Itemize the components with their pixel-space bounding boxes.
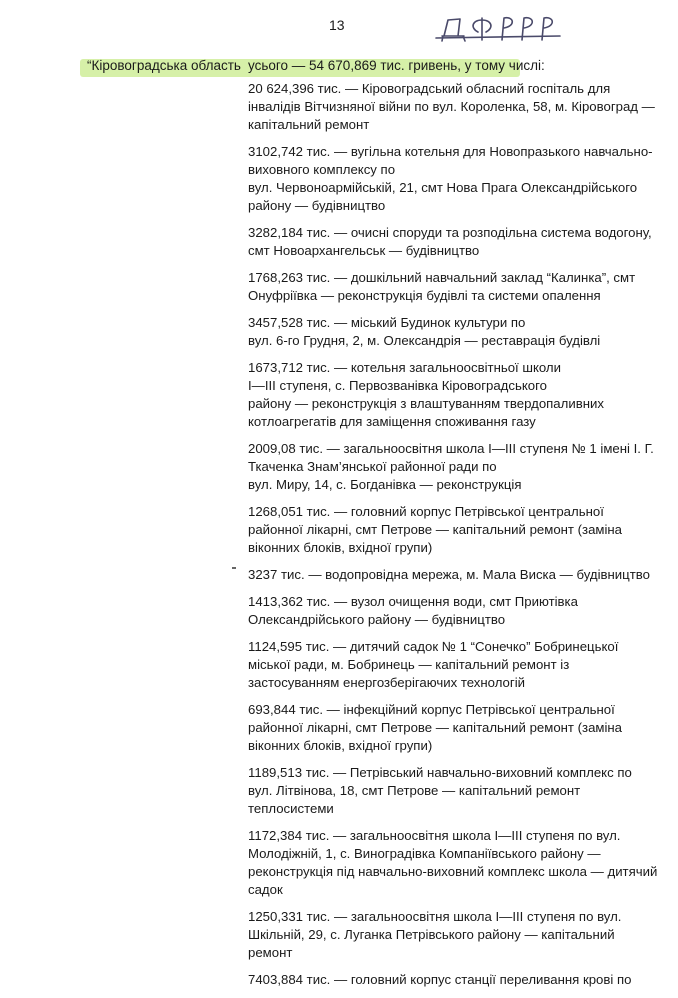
allocation-entry: [248, 224, 652, 260]
allocation-entry: [248, 269, 636, 305]
entry-line: 7403,884 тис. — головний корпус станції переливання крові по: [248, 972, 632, 987]
entry-line: садок: [248, 882, 283, 897]
entry-line: 1250,331 тис. — загальноосвітня школа I—III ступеня по вул.: [248, 909, 622, 924]
entry-line: котлоагрегатів для заміщення споживання газу: [248, 414, 536, 429]
allocation-entry: [248, 638, 628, 692]
entry-line: інвалідів Вітчизняної війни по вул. Короленка, 58, м. Кіровоград —: [248, 99, 655, 114]
entry-line: районної лікарні, смт Петрове — капітальний ремонт (заміна: [248, 522, 623, 537]
entry-line: Шкільній, 29, с. Луганка Петрівського району — капітальний: [248, 927, 615, 942]
entry-line: 3102,742 тис. — вугільна котельня для Новопразького навчально-: [248, 144, 653, 159]
entry-line: 1673,712 тис. — котельня загальноосвітньої школи: [248, 360, 561, 375]
page-number: 13: [329, 17, 345, 33]
entry-line: реконструкція під навчально-виховний комплекс школа — дитячий: [248, 864, 658, 879]
entry-line: 1768,263 тис. — дошкільний навчальний заклад “Калинка”, смт: [248, 270, 636, 285]
entry-line: виховного комплексу по: [248, 162, 396, 177]
entry-line: вул. 6-го Грудня, 2, м. Олександрія — реставрація будівлі: [248, 333, 601, 348]
entry-line: вул. Літвінова, 18, смт Петрове — капітальний ремонт: [248, 783, 581, 798]
allocation-entry: [248, 314, 628, 350]
entry-line: вул. Миру, 14, с. Богданівка — реконструкція: [248, 477, 522, 492]
entry-line: I—III ступеня, с. Первозванівка Кіровоградського: [248, 378, 547, 393]
entry-line: Онуфріївка — реконструкція будівлі та системи опалення: [248, 288, 601, 303]
entry-line: 1268,051 тис. — головний корпус Петрівської центральної: [248, 504, 604, 519]
entry-line: смт Новоархангельськ — будівництво: [248, 243, 480, 258]
allocation-entry: [248, 908, 628, 962]
allocation-list: [248, 80, 658, 998]
entry-line: району — будівництво: [248, 198, 386, 213]
handwritten-signature: [430, 6, 570, 46]
entry-line: 3237 тис. — водопровідна мережа, м. Мала Виска — будівництво: [248, 567, 650, 582]
allocation-entry: [248, 440, 654, 494]
allocation-entry: [248, 143, 653, 215]
entry-line: вул. Червоноармійській, 21, смт Нова Прага Олександрійського: [248, 180, 638, 195]
region-name: “Кіровоградська область: [87, 58, 241, 73]
entry-line: Ткаченка Знам’янської районної ради по: [248, 459, 497, 474]
entry-line: районної лікарні, смт Петрове — капітальний ремонт (заміна: [248, 720, 623, 735]
entry-line: Олександрійського району — будівництво: [248, 612, 506, 627]
allocation-entry: [248, 80, 655, 134]
entry-line: міської ради, м. Бобринець — капітальний ремонт із: [248, 657, 570, 672]
allocation-entry: [248, 566, 650, 584]
entry-line: ремонт: [248, 945, 293, 960]
allocation-entry: [248, 593, 628, 629]
entry-line: теплосистеми: [248, 801, 334, 816]
entry-line: 3282,184 тис. — очисні споруди та розподільна система водогону,: [248, 225, 652, 240]
entry-line: 693,844 тис. — інфекційний корпус Петрівської центральної: [248, 702, 615, 717]
entry-line: застосуванням енергозберігаючих технологій: [248, 675, 525, 690]
allocation-entry: [248, 503, 628, 557]
entry-line: 1172,384 тис. — загальноосвітня школа I—III ступеня по вул.: [248, 828, 621, 843]
allocation-entry: [248, 827, 658, 899]
entry-line: 2009,08 тис. — загальноосвітня школа I—III ступеня № 1 імені І. Г.: [248, 441, 654, 456]
allocation-entry: [248, 764, 632, 818]
allocation-entry: [248, 701, 628, 755]
margin-mark: [232, 567, 236, 569]
entry-line: району — реконструкція з влаштуванням твердопаливних: [248, 396, 604, 411]
entry-line: Молодіжній, 1, с. Виноградівка Компаніївського району —: [248, 846, 601, 861]
allocation-entry: [248, 359, 628, 431]
allocation-entry: [248, 971, 632, 989]
entry-line: 20 624,396 тис. — Кіровоградський обласний госпіталь для: [248, 81, 611, 96]
entry-line: 1413,362 тис. — вузол очищення води, смт Приютівка: [248, 594, 578, 609]
entry-line: віконних блоків, вхідної групи): [248, 738, 433, 753]
entry-line: капітальний ремонт: [248, 117, 370, 132]
entry-line: віконних блоків, вхідної групи): [248, 540, 433, 555]
entry-line: 1124,595 тис. — дитячий садок № 1 “Сонечко” Бобринецької: [248, 639, 619, 654]
region-total: усього — 54 670,869 тис. гривень, у тому числі:: [248, 58, 545, 73]
entry-line: 3457,528 тис. — міський Будинок культури по: [248, 315, 526, 330]
entry-line: 1189,513 тис. — Петрівський навчально-виховний комплекс по: [248, 765, 632, 780]
